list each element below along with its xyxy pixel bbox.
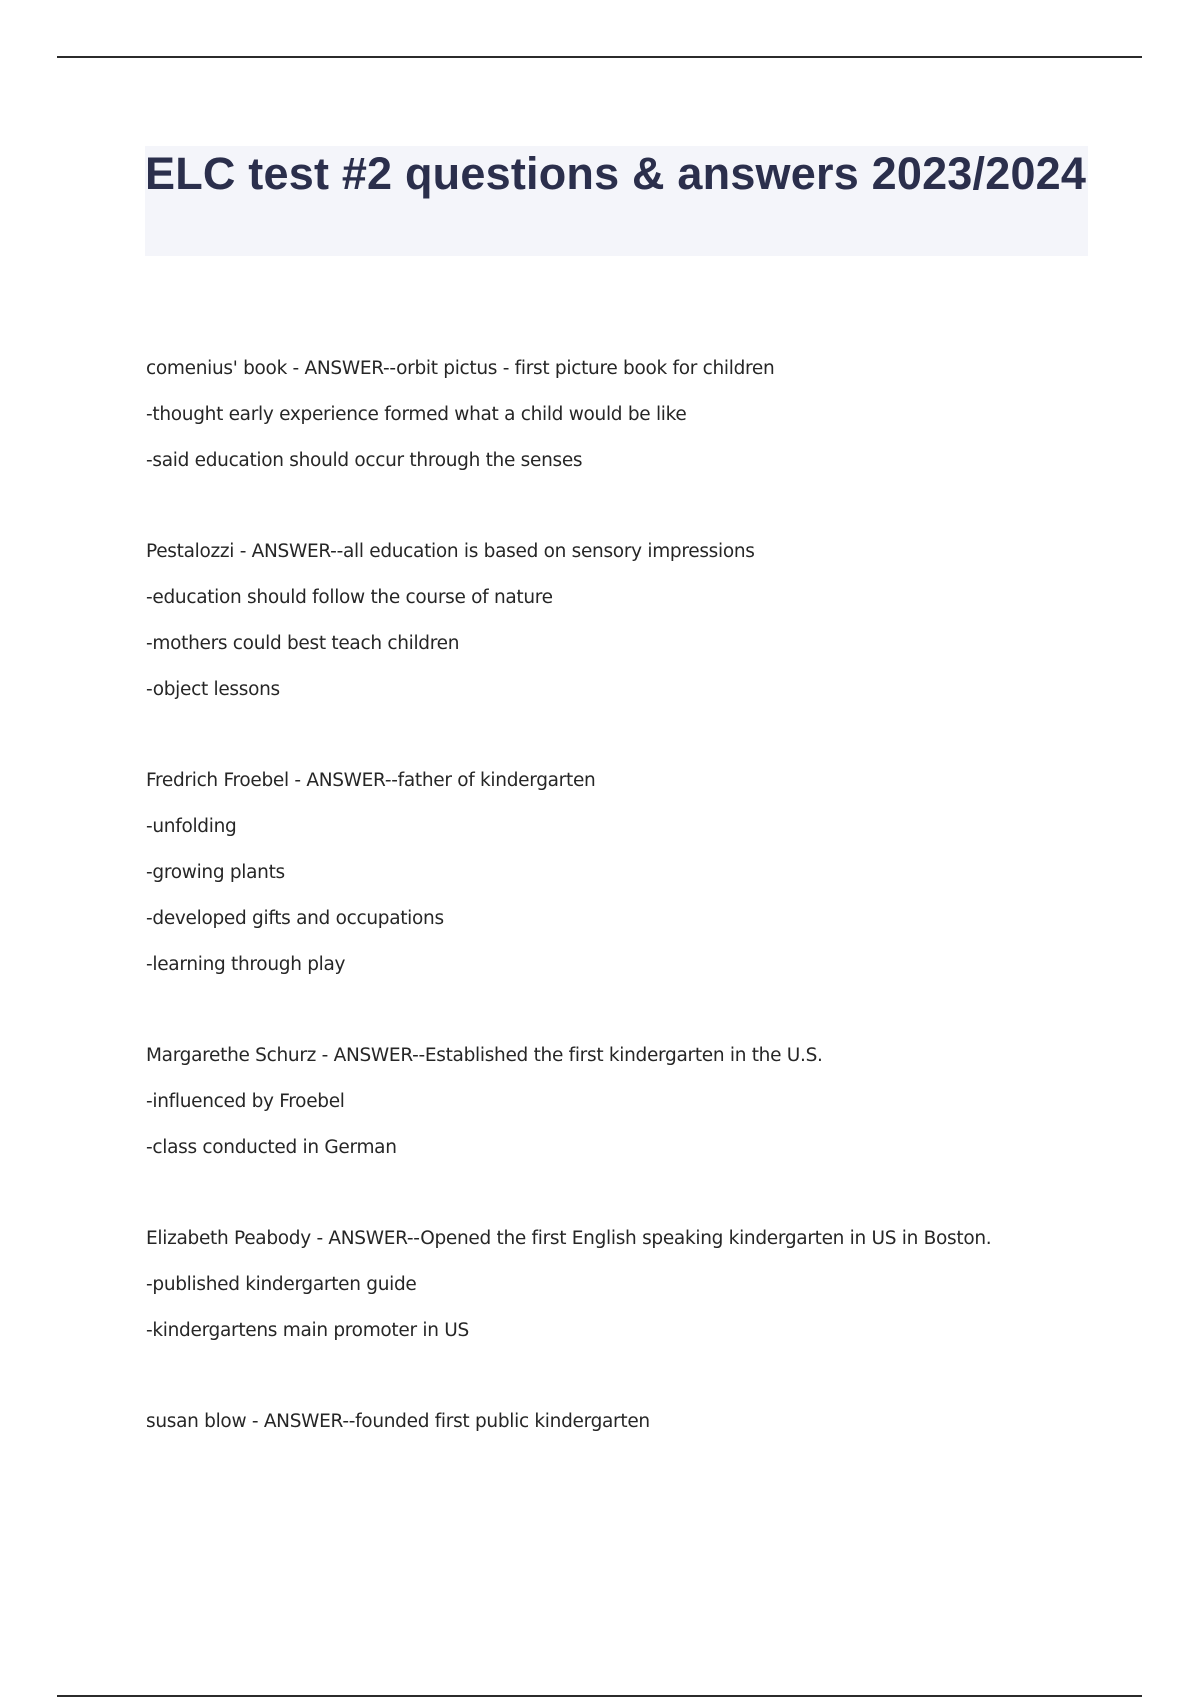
qa-entry-pestalozzi bbox=[146, 529, 1146, 713]
qa-entry-schurz bbox=[146, 1033, 1146, 1171]
qa-detail-line: -developed gifts and occupations bbox=[146, 908, 444, 929]
title-banner bbox=[145, 146, 1088, 256]
qa-question-line: Pestalozzi - ANSWER--all education is based on sensory impressions bbox=[146, 541, 755, 562]
qa-list bbox=[146, 346, 1146, 1490]
qa-question-line: Elizabeth Peabody - ANSWER--Opened the first English speaking kindergarten in US in Boston. bbox=[146, 1228, 992, 1249]
header-rule bbox=[57, 56, 1142, 58]
qa-entry-comenius bbox=[146, 346, 1146, 484]
qa-detail-line: -unfolding bbox=[146, 816, 237, 837]
qa-entry-froebel bbox=[146, 758, 1146, 988]
qa-detail-line: -learning through play bbox=[146, 954, 346, 975]
qa-detail-line: -kindergartens main promoter in US bbox=[146, 1320, 469, 1341]
qa-detail-line: -thought early experience formed what a child would be like bbox=[146, 404, 687, 425]
qa-detail-line: -education should follow the course of nature bbox=[146, 587, 553, 608]
footer-rule bbox=[57, 1695, 1142, 1697]
qa-detail-line: -object lessons bbox=[146, 679, 280, 700]
qa-question-line: Fredrich Froebel - ANSWER--father of kindergarten bbox=[146, 770, 596, 791]
qa-detail-line: -said education should occur through the senses bbox=[146, 450, 583, 471]
qa-detail-line: -influenced by Froebel bbox=[146, 1091, 345, 1112]
qa-entry-peabody bbox=[146, 1216, 1146, 1354]
qa-detail-line: -mothers could best teach children bbox=[146, 633, 460, 654]
qa-question-line: susan blow - ANSWER--founded first public kindergarten bbox=[146, 1411, 650, 1432]
qa-entry-blow bbox=[146, 1399, 1146, 1445]
qa-question-line: Margarethe Schurz - ANSWER--Established the first kindergarten in the U.S. bbox=[146, 1045, 823, 1066]
qa-detail-line: -published kindergarten guide bbox=[146, 1274, 417, 1295]
qa-question-line: comenius' book - ANSWER--orbit pictus - first picture book for children bbox=[146, 358, 775, 379]
qa-detail-line: -class conducted in German bbox=[146, 1137, 397, 1158]
qa-detail-line: -growing plants bbox=[146, 862, 285, 883]
document-title: ELC test #2 questions & answers 2023/2024 bbox=[145, 148, 1087, 199]
